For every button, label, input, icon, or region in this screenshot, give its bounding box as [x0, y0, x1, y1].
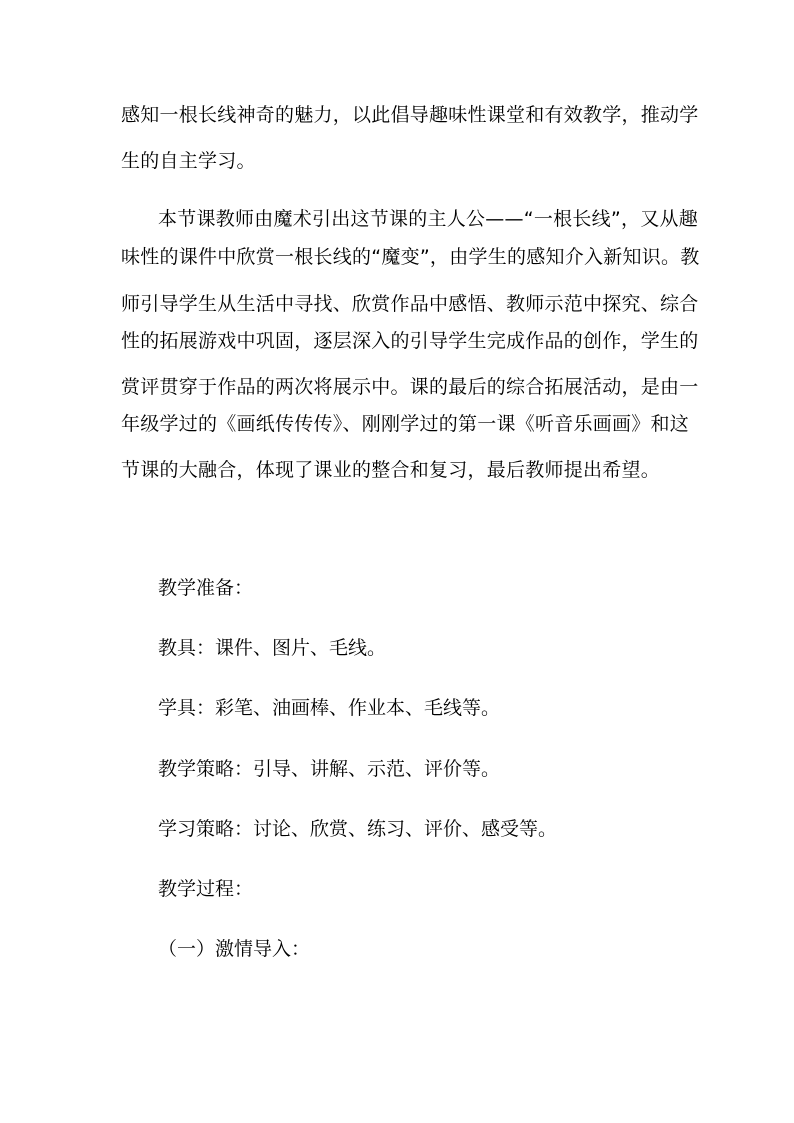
teaching-process-heading: 教学过程：: [158, 878, 254, 900]
teaching-strategy-line: 教学策略：引导、讲解、示范、评价等。: [158, 758, 501, 780]
learning-strategy-line: 学习策略：讨论、欣赏、练习、评价、感受等。: [158, 818, 558, 840]
teacher-tools-line: 教具：课件、图片、毛线。: [158, 637, 387, 659]
paragraph-2-line-7: 节课的大融合，体现了课业的整合和复习，最后教师提出希望。: [121, 459, 661, 481]
paragraph-1-line-1: 感知一根长线神奇的魅力，以此倡导趣味性课堂和有效教学，推动学: [121, 104, 699, 126]
student-tools-line: 学具：彩笔、油画棒、作业本、毛线等。: [158, 697, 501, 719]
step-1-heading: （一）激情导入：: [158, 938, 311, 960]
paragraph-2-line-4: 性的拓展游戏中巩固，逐层深入的引导学生完成作品的创作，学生的: [121, 330, 699, 352]
paragraph-2-line-5: 赏评贯穿于作品的两次将展示中。课的最后的综合拓展活动，是由一: [121, 376, 699, 398]
paragraph-2-line-2: 味性的课件中欣赏一根长线的“魔变”，由学生的感知介入新知识。教: [121, 246, 700, 268]
paragraph-2-line-6: 年级学过的《画纸传传传》、刚刚学过的第一课《听音乐画画》和这: [121, 413, 690, 435]
teaching-prep-heading: 教学准备：: [158, 577, 254, 599]
paragraph-1-line-2: 生的自主学习。: [121, 150, 256, 172]
paragraph-2-line-1: 本节课教师由魔术引出这节课的主人公——“一根长线”，又从趣: [158, 208, 698, 230]
paragraph-2-line-3: 师引导学生从生活中寻找、欣赏作品中感悟、教师示范中探究、综合: [121, 293, 699, 315]
